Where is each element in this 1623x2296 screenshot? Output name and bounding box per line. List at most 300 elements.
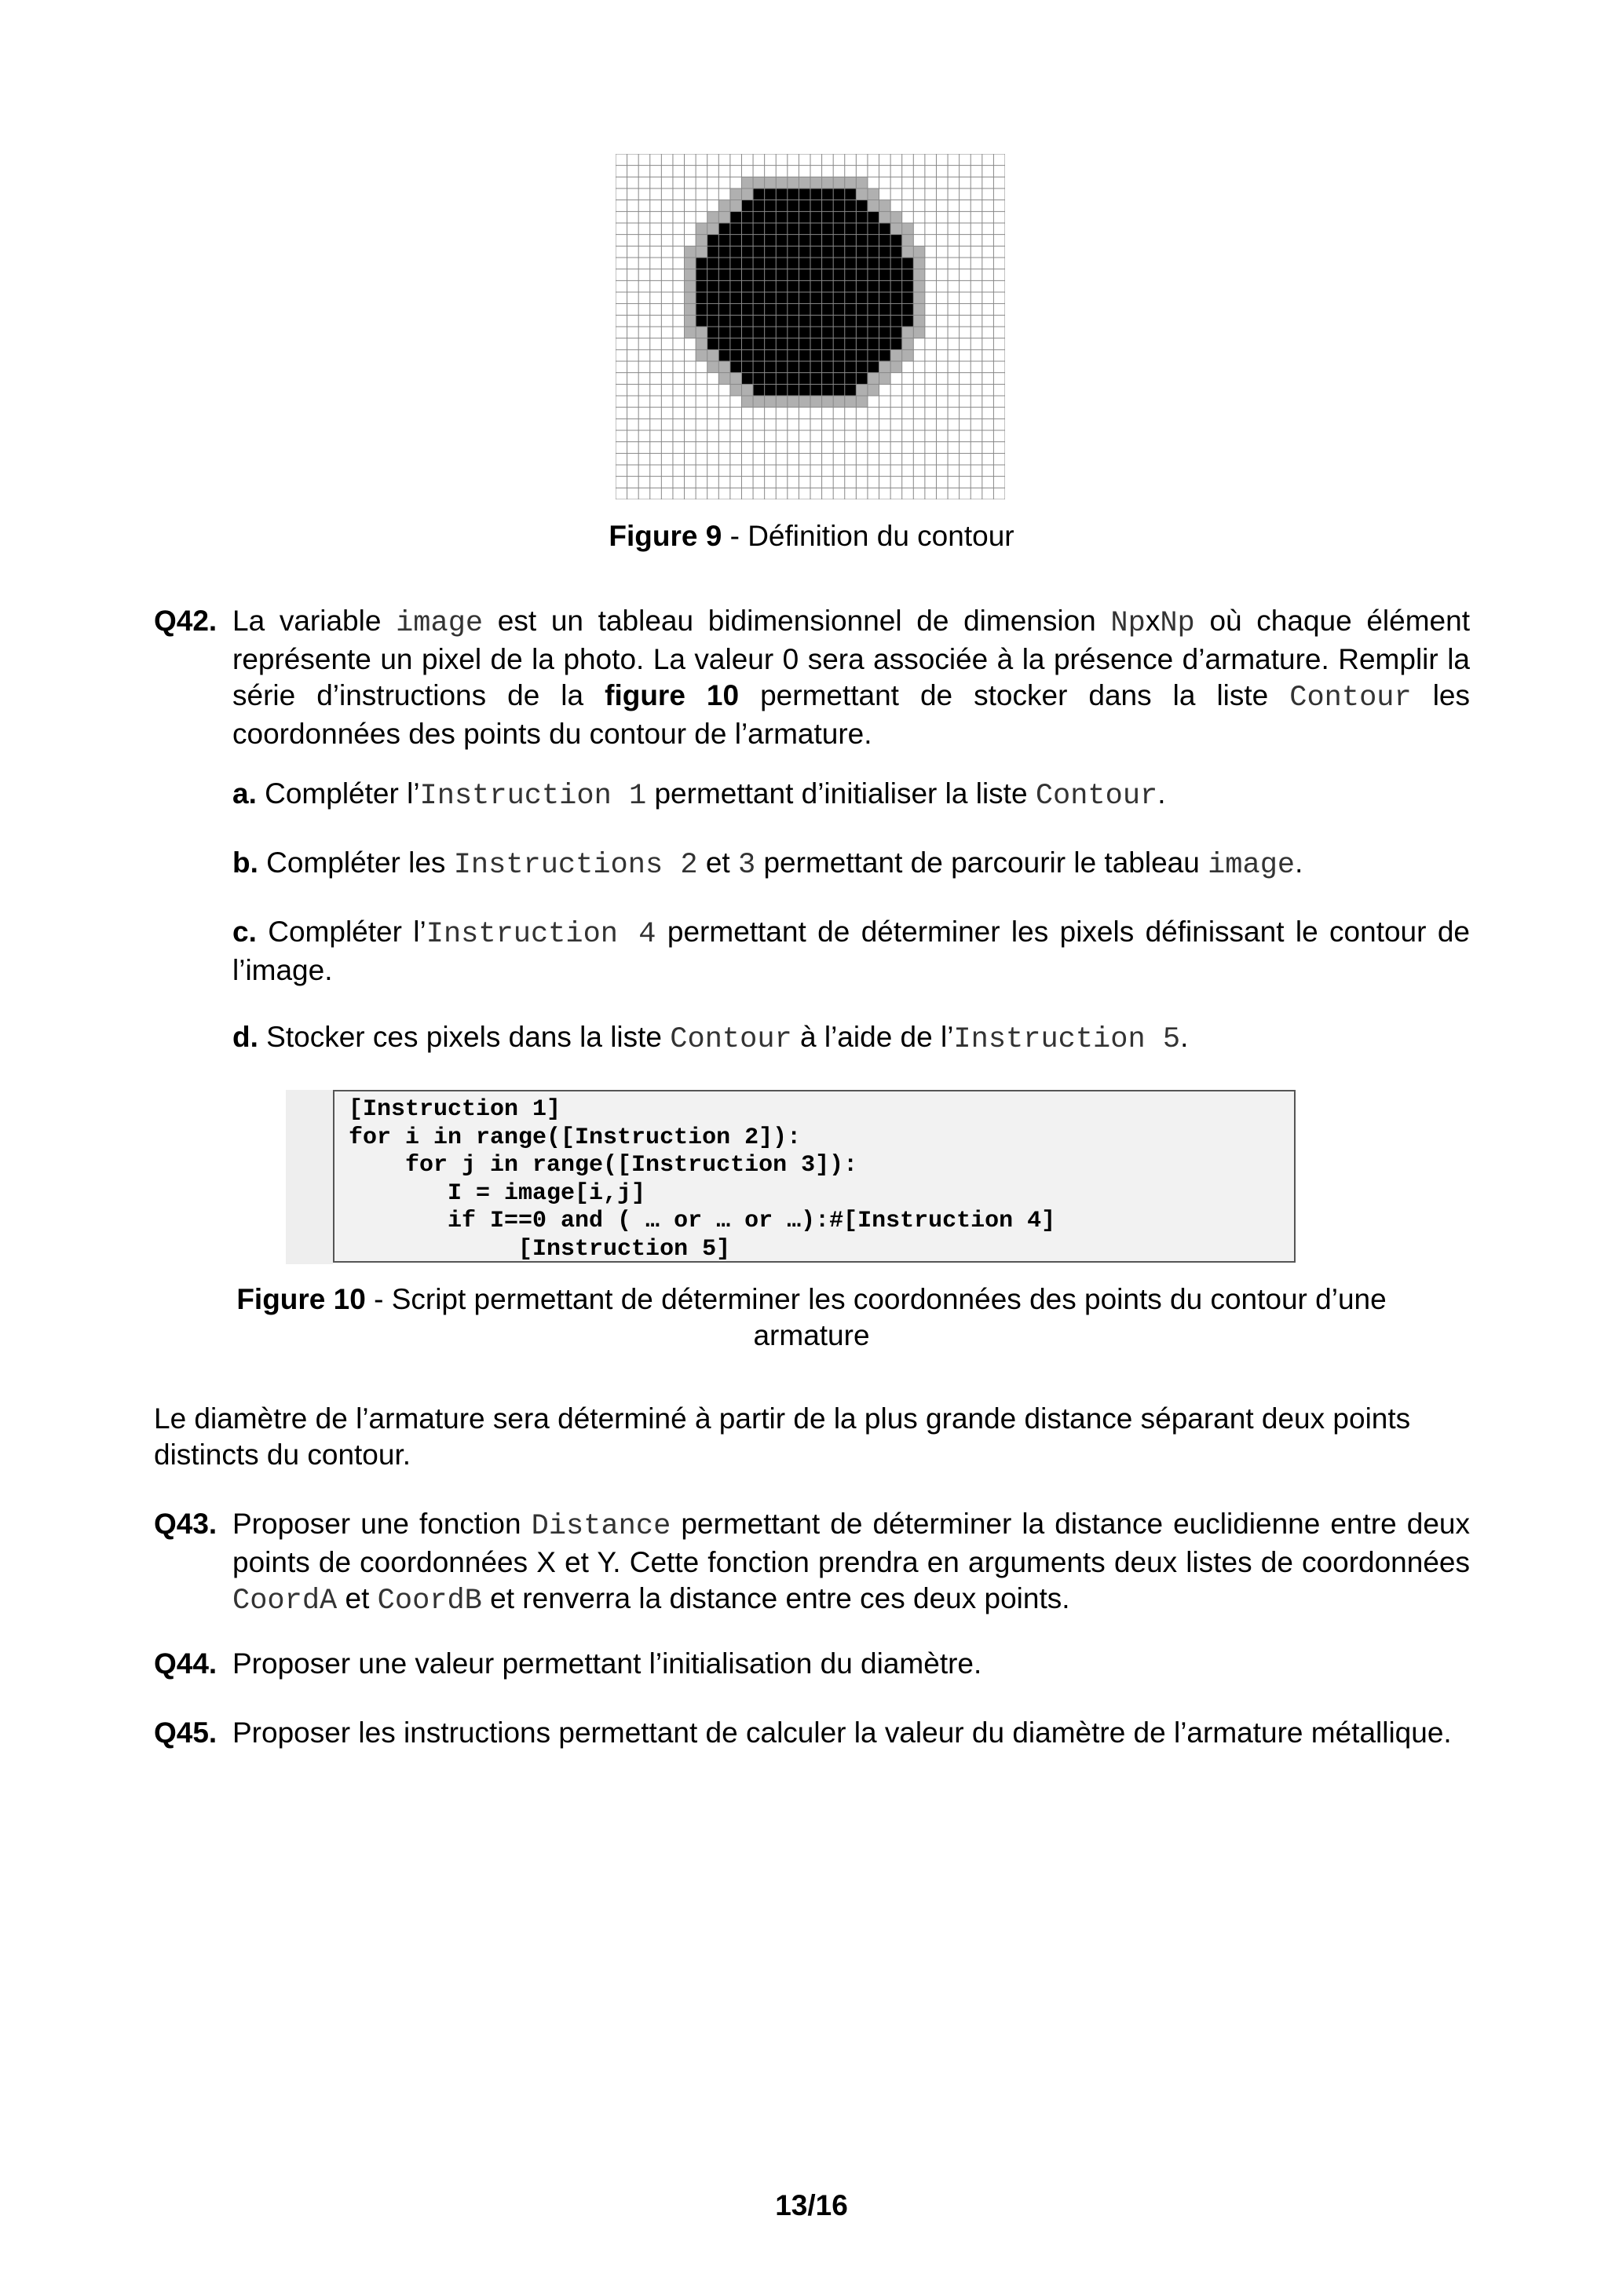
contour-pixel (833, 396, 845, 408)
armature-pixel (765, 200, 777, 212)
code-instruction-5: Instruction 5 (953, 1023, 1181, 1056)
armature-pixel (730, 280, 742, 292)
armature-pixel (753, 269, 765, 281)
armature-pixel (868, 258, 879, 269)
armature-pixel (741, 338, 753, 350)
item-label: c. (232, 916, 257, 948)
armature-pixel (890, 292, 902, 304)
armature-pixel (788, 304, 799, 316)
armature-pixel (799, 327, 810, 338)
armature-pixel (902, 315, 914, 327)
contour-pixel (890, 349, 902, 361)
code-contour: Contour (670, 1023, 792, 1056)
armature-pixel (845, 235, 857, 247)
armature-pixel (799, 235, 810, 247)
code-3: 3 (737, 849, 756, 882)
armature-pixel (810, 280, 822, 292)
armature-pixel (707, 235, 719, 247)
armature-pixel (765, 384, 777, 396)
contour-pixel (718, 361, 730, 373)
armature-pixel (799, 315, 810, 327)
armature-pixel (879, 338, 891, 350)
armature-pixel (856, 200, 868, 212)
contour-pixel (913, 280, 925, 292)
armature-pixel (696, 315, 707, 327)
contour-pixel (799, 177, 810, 188)
armature-pixel (856, 223, 868, 235)
armature-pixel (822, 223, 834, 235)
armature-pixel (810, 188, 822, 200)
figure-10-caption (0, 1281, 1623, 1354)
armature-pixel (810, 327, 822, 338)
figure-10-label: Figure 10 (236, 1283, 366, 1315)
contour-pixel (902, 223, 914, 235)
armature-pixel (753, 211, 765, 223)
armature-pixel (856, 269, 868, 281)
armature-pixel (776, 373, 788, 385)
armature-pixel (765, 258, 777, 269)
armature-pixel (856, 361, 868, 373)
armature-pixel (856, 338, 868, 350)
armature-pixel (902, 292, 914, 304)
armature-pixel (753, 349, 765, 361)
armature-pixel (741, 315, 753, 327)
contour-pixel (685, 304, 696, 316)
armature-pixel (799, 200, 810, 212)
armature-pixel (902, 269, 914, 281)
armature-pixel (868, 246, 879, 258)
armature-pixel (707, 246, 719, 258)
armature-pixel (799, 361, 810, 373)
text: où chaque élément représente un pixel de la photo. La valeur 0 sera associée à la présence d’armature. Remplir la série d’instructions de la (232, 605, 1470, 711)
contour-pixel (707, 361, 719, 373)
armature-pixel (890, 315, 902, 327)
armature-pixel (765, 292, 777, 304)
armature-pixel (788, 384, 799, 396)
armature-pixel (776, 258, 788, 269)
armature-pixel (879, 280, 891, 292)
armature-pixel (822, 338, 834, 350)
armature-pixel (799, 338, 810, 350)
armature-pixel (741, 373, 753, 385)
question-45-text: Proposer les instructions permettant de calculer la valeur du diamètre de l’armature métallique. (232, 1717, 1452, 1749)
contour-pixel (685, 280, 696, 292)
armature-pixel (810, 384, 822, 396)
contour-pixel (913, 258, 925, 269)
armature-pixel (765, 269, 777, 281)
text: les coordonnées des points du contour de l’armature. (232, 679, 1471, 750)
armature-pixel (799, 292, 810, 304)
armature-pixel (879, 258, 891, 269)
contour-pixel (788, 396, 799, 408)
armature-pixel (741, 280, 753, 292)
armature-pixel (776, 304, 788, 316)
contour-pixel (810, 396, 822, 408)
armature-pixel (788, 269, 799, 281)
figure-10-reference: figure 10 (605, 679, 740, 711)
contour-pixel (913, 304, 925, 316)
armature-pixel (788, 235, 799, 247)
contour-pixel (776, 177, 788, 188)
armature-pixel (799, 304, 810, 316)
armature-pixel (753, 280, 765, 292)
armature-pixel (788, 338, 799, 350)
contour-pixel (913, 292, 925, 304)
armature-pixel (718, 258, 730, 269)
armature-pixel (696, 269, 707, 281)
armature-pixel (753, 200, 765, 212)
armature-pixel (741, 258, 753, 269)
question-number: Q43. (154, 1508, 217, 1540)
armature-pixel (718, 269, 730, 281)
armature-pixel (788, 315, 799, 327)
armature-pixel (765, 361, 777, 373)
intro-paragraph: Le diamètre de l’armature sera déterminé à partir de la plus grande distance séparant deux points distincts du contour. (154, 1402, 1411, 1471)
armature-pixel (822, 211, 834, 223)
item-label: b. (232, 846, 258, 879)
armature-pixel (833, 211, 845, 223)
armature-pixel (822, 373, 834, 385)
armature-pixel (799, 223, 810, 235)
contour-pixel (741, 396, 753, 408)
armature-pixel (810, 211, 822, 223)
armature-pixel (799, 269, 810, 281)
contour-pixel (868, 384, 879, 396)
armature-pixel (799, 373, 810, 385)
text: permettant de parcourir le tableau (755, 846, 1208, 879)
code-line: I = image[i,j] (349, 1179, 646, 1207)
armature-pixel (845, 211, 857, 223)
armature-pixel (776, 292, 788, 304)
contour-pixel (753, 396, 765, 408)
contour-pixel (890, 361, 902, 373)
armature-pixel (879, 292, 891, 304)
armature-pixel (868, 211, 879, 223)
armature-pixel (856, 373, 868, 385)
armature-pixel (799, 349, 810, 361)
contour-pixel (822, 396, 834, 408)
armature-pixel (879, 223, 891, 235)
code-distance: Distance (531, 1510, 671, 1543)
code-instruction-4: Instruction 4 (426, 918, 656, 951)
armature-pixel (822, 188, 834, 200)
armature-pixel (822, 292, 834, 304)
contour-pixel (685, 315, 696, 327)
contour-pixel (799, 396, 810, 408)
question-number: Q45. (154, 1717, 217, 1749)
contour-pixel (685, 269, 696, 281)
contour-pixel (913, 327, 925, 338)
armature-pixel (833, 258, 845, 269)
armature-pixel (776, 315, 788, 327)
contour-pixel (902, 246, 914, 258)
armature-pixel (776, 235, 788, 247)
armature-pixel (730, 315, 742, 327)
code-line: [Instruction 5] (349, 1235, 731, 1263)
armature-pixel (730, 269, 742, 281)
question-number: Q42. (154, 605, 217, 637)
armature-pixel (753, 235, 765, 247)
armature-pixel (845, 200, 857, 212)
armature-pixel (833, 327, 845, 338)
contour-pixel (879, 211, 891, 223)
question-42-b (232, 845, 1470, 883)
question-42-c (232, 914, 1470, 989)
question-42-text (232, 603, 1470, 752)
contour-pixel (856, 396, 868, 408)
contour-pixel (685, 327, 696, 338)
armature-pixel (765, 304, 777, 316)
armature-pixel (845, 280, 857, 292)
armature-pixel (822, 246, 834, 258)
text: Stocker ces pixels dans la liste (258, 1021, 671, 1053)
armature-pixel (765, 327, 777, 338)
contour-pixel (856, 177, 868, 188)
armature-pixel (799, 246, 810, 258)
armature-pixel (868, 280, 879, 292)
figure-9-caption-text: - Définition du contour (722, 520, 1014, 552)
armature-pixel (741, 361, 753, 373)
armature-pixel (718, 304, 730, 316)
armature-pixel (833, 349, 845, 361)
code-coordb: CoordB (377, 1585, 482, 1618)
question-45 (154, 1715, 1470, 1751)
armature-pixel (741, 246, 753, 258)
armature-pixel (765, 373, 777, 385)
armature-pixel (753, 384, 765, 396)
contour-pixel (730, 384, 742, 396)
contour-pixel (879, 200, 891, 212)
armature-pixel (890, 338, 902, 350)
text: . (1157, 777, 1166, 810)
armature-pixel (833, 315, 845, 327)
armature-pixel (879, 349, 891, 361)
armature-pixel (788, 292, 799, 304)
armature-pixel (845, 327, 857, 338)
armature-pixel (776, 327, 788, 338)
armature-pixel (753, 188, 765, 200)
armature-pixel (868, 361, 879, 373)
armature-pixel (718, 280, 730, 292)
code-image: image (396, 607, 484, 640)
armature-pixel (833, 361, 845, 373)
contour-pixel (718, 200, 730, 212)
armature-pixel (822, 280, 834, 292)
armature-pixel (753, 292, 765, 304)
armature-pixel (707, 304, 719, 316)
contour-pixel (707, 211, 719, 223)
text: Proposer une fonction (232, 1508, 532, 1540)
contour-pixel (718, 211, 730, 223)
armature-pixel (879, 235, 891, 247)
question-42-d (232, 1019, 1470, 1058)
armature-pixel (788, 361, 799, 373)
armature-pixel (730, 223, 742, 235)
armature-pixel (776, 246, 788, 258)
armature-pixel (788, 223, 799, 235)
armature-pixel (879, 315, 891, 327)
armature-pixel (833, 223, 845, 235)
contour-pixel (902, 349, 914, 361)
armature-pixel (788, 349, 799, 361)
armature-pixel (879, 246, 891, 258)
armature-pixel (765, 235, 777, 247)
armature-pixel (879, 304, 891, 316)
armature-pixel (856, 280, 868, 292)
armature-pixel (765, 246, 777, 258)
armature-pixel (696, 292, 707, 304)
question-42-a (232, 776, 1470, 814)
item-label: d. (232, 1021, 258, 1053)
armature-pixel (845, 258, 857, 269)
armature-pixel (788, 200, 799, 212)
armature-pixel (833, 292, 845, 304)
armature-pixel (810, 269, 822, 281)
text: et (697, 846, 738, 879)
armature-pixel (696, 280, 707, 292)
armature-pixel (765, 315, 777, 327)
contour-pixel (707, 349, 719, 361)
armature-pixel (730, 349, 742, 361)
item-label: a. (232, 777, 257, 810)
contour-pixel (696, 246, 707, 258)
armature-pixel (707, 292, 719, 304)
armature-pixel (879, 269, 891, 281)
armature-pixel (730, 235, 742, 247)
armature-pixel (868, 315, 879, 327)
armature-pixel (810, 338, 822, 350)
armature-pixel (833, 235, 845, 247)
contour-pixel (685, 258, 696, 269)
armature-pixel (902, 258, 914, 269)
text: . (1295, 846, 1303, 879)
armature-pixel (707, 280, 719, 292)
code-line: if I==0 and ( … or … or …):#[Instruction 4] (349, 1208, 1056, 1234)
armature-pixel (810, 373, 822, 385)
armature-pixel (879, 327, 891, 338)
armature-pixel (696, 304, 707, 316)
armature-pixel (753, 246, 765, 258)
contour-pixel (730, 188, 742, 200)
armature-pixel (799, 258, 810, 269)
armature-pixel (741, 304, 753, 316)
armature-pixel (753, 361, 765, 373)
armature-pixel (833, 200, 845, 212)
armature-pixel (845, 315, 857, 327)
armature-pixel (730, 338, 742, 350)
armature-pixel (890, 258, 902, 269)
text: La variable (232, 605, 397, 637)
armature-pixel (707, 258, 719, 269)
code-gutter (286, 1090, 333, 1264)
code-line: [Instruction 1] (349, 1096, 561, 1123)
contour-pixel (696, 338, 707, 350)
text: permettant de déterminer la distance euclidienne entre deux points de coordonnées X et Y. Cette fonction prendra en arguments deux listes de coordonnées (232, 1508, 1471, 1578)
armature-pixel (776, 349, 788, 361)
code-coorda: CoordA (232, 1585, 338, 1618)
armature-pixel (765, 211, 777, 223)
code-np: Np (1110, 607, 1146, 640)
text: x (1145, 605, 1161, 637)
text: est un tableau bidimensionnel de dimension (483, 605, 1111, 637)
armature-pixel (696, 258, 707, 269)
armature-pixel (856, 258, 868, 269)
contour-pixel (879, 373, 891, 385)
armature-pixel (741, 211, 753, 223)
armature-pixel (822, 304, 834, 316)
armature-pixel (890, 235, 902, 247)
contour-pixel (696, 327, 707, 338)
code-line: for j in range([Instruction 3]): (349, 1152, 858, 1179)
armature-pixel (845, 304, 857, 316)
armature-pixel (718, 338, 730, 350)
question-44-text: Proposer une valeur permettant l’initialisation du diamètre. (232, 1647, 982, 1680)
page-number: 13/16 (775, 2189, 848, 2221)
armature-pixel (890, 304, 902, 316)
armature-pixel (788, 246, 799, 258)
contour-pixel (753, 177, 765, 188)
text: et renverra la distance entre ces deux points. (481, 1582, 1070, 1614)
armature-pixel (753, 338, 765, 350)
armature-pixel (730, 246, 742, 258)
armature-pixel (833, 246, 845, 258)
question-42 (154, 603, 1470, 752)
armature-pixel (856, 235, 868, 247)
armature-pixel (833, 269, 845, 281)
armature-pixel (741, 292, 753, 304)
armature-pixel (868, 304, 879, 316)
text: Compléter l’ (256, 777, 420, 810)
armature-pixel (890, 269, 902, 281)
contour-pixel (741, 384, 753, 396)
text: Compléter les (258, 846, 454, 879)
contour-pixel (890, 211, 902, 223)
contour-pixel (741, 177, 753, 188)
armature-pixel (799, 211, 810, 223)
armature-pixel (845, 269, 857, 281)
armature-pixel (845, 361, 857, 373)
code-np: Np (1160, 607, 1195, 640)
contour-pixel (902, 327, 914, 338)
contour-pixel (913, 269, 925, 281)
armature-pixel (845, 188, 857, 200)
armature-pixel (707, 269, 719, 281)
armature-pixel (833, 304, 845, 316)
armature-pixel (868, 349, 879, 361)
armature-pixel (765, 223, 777, 235)
text: Compléter l’ (256, 916, 426, 948)
armature-pixel (776, 211, 788, 223)
code-contour: Contour (1289, 682, 1412, 715)
armature-pixel (799, 384, 810, 396)
contour-pixel (718, 373, 730, 385)
armature-pixel (810, 349, 822, 361)
text: et (337, 1582, 378, 1614)
code-image: image (1208, 849, 1296, 882)
contour-pixel (707, 223, 719, 235)
armature-pixel (730, 258, 742, 269)
armature-pixel (822, 349, 834, 361)
armature-pixel (845, 373, 857, 385)
contour-pixel (776, 396, 788, 408)
armature-pixel (868, 338, 879, 350)
figure-9-label: Figure 9 (609, 520, 722, 552)
caption-text: armature (753, 1319, 870, 1351)
armature-pixel (741, 223, 753, 235)
armature-pixel (765, 280, 777, 292)
contour-pixel (696, 349, 707, 361)
contour-pixel (845, 177, 857, 188)
